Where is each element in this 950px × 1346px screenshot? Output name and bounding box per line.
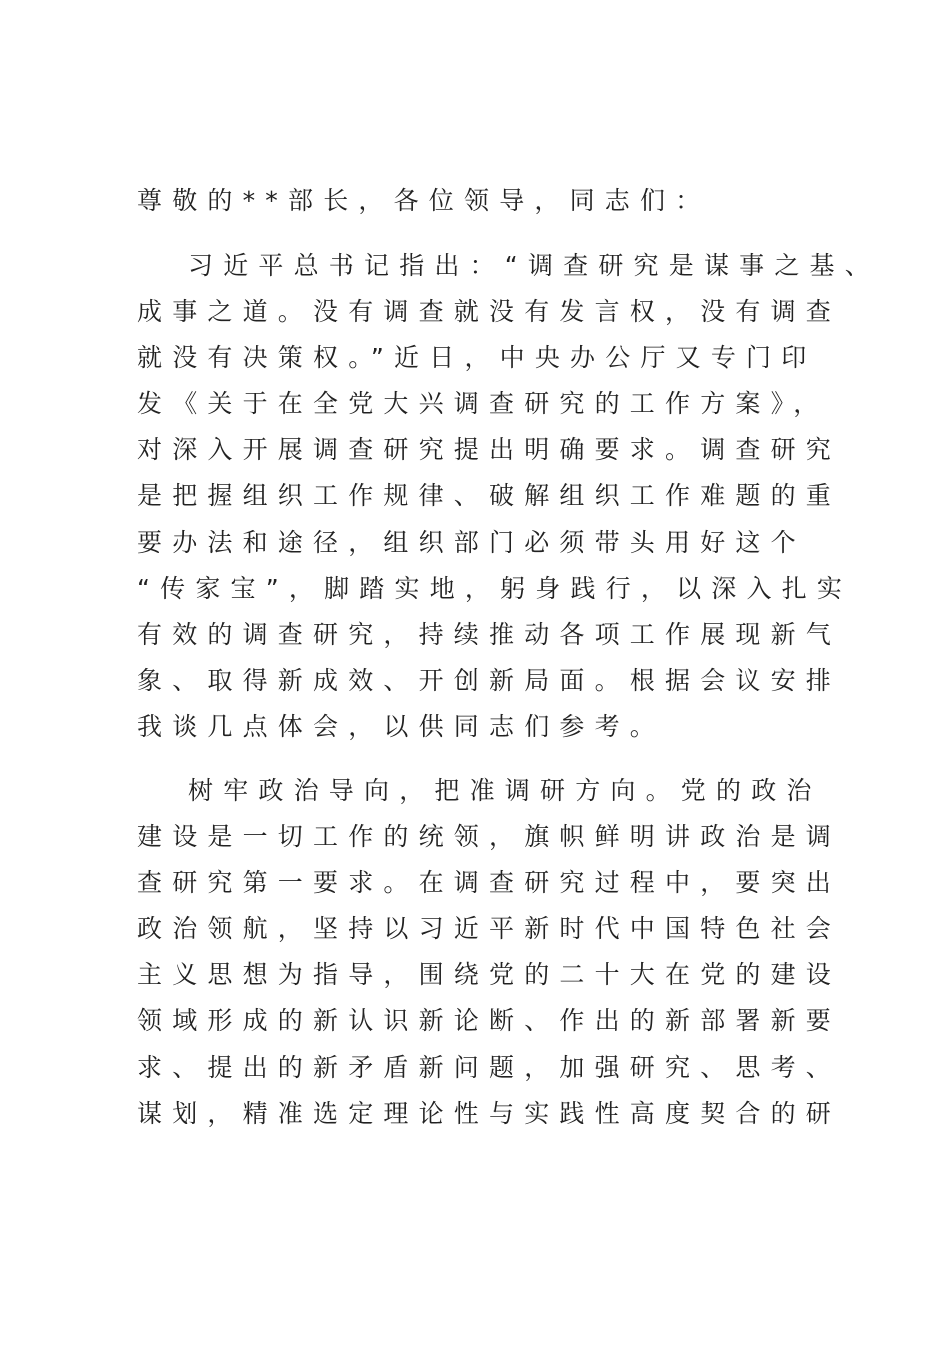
paragraph-1-line-9: 有效的调查研究，持续推动各项工作展现新气 (137, 620, 842, 649)
paragraph-1-line-7: 要办法和途径，组织部门必须带头用好这个 (137, 528, 806, 557)
paragraph-1-line-4: 发《关于在全党大兴调查研究的工作方案》， (137, 389, 829, 418)
paragraph-2-line-8: 谋划，精准选定理论性与实践性高度契合的研 (137, 1099, 842, 1128)
paragraph-1-line-1: 习近平总书记指出：“调查研究是谋事之基、 (188, 251, 880, 280)
paragraph-2-line-1: 树牢政治导向，把准调研方向。党的政治 (188, 776, 822, 805)
paragraph-1-line-6: 是把握组织工作规律、破解组织工作难题的重 (137, 481, 842, 510)
paragraph-2-line-2: 建设是一切工作的统领，旗帜鲜明讲政治是调 (137, 822, 842, 851)
salutation: 尊敬的**部长，各位领导，同志们： (137, 186, 711, 215)
paragraph-2-line-6: 领域形成的新认识新论断、作出的新部署新要 (137, 1006, 842, 1035)
paragraph-2-line-5: 主义思想为指导，围绕党的二十大在党的建设 (137, 960, 842, 989)
paragraph-2-line-7: 求、提出的新矛盾新问题，加强研究、思考、 (137, 1053, 842, 1082)
paragraph-1-line-2: 成事之道。没有调查就没有发言权，没有调查 (137, 297, 842, 326)
paragraph-2-line-3: 查研究第一要求。在调查研究过程中，要突出 (137, 868, 842, 897)
paragraph-1-line-10: 象、取得新成效、开创新局面。根据会议安排 (137, 666, 842, 695)
paragraph-1-line-3: 就没有决策权。”近日，中央办公厅又专门印 (137, 343, 817, 372)
paragraph-1-line-11: 我谈几点体会，以供同志们参考。 (137, 712, 666, 741)
paragraph-1-line-5: 对深入开展调查研究提出明确要求。调查研究 (137, 435, 842, 464)
paragraph-2-line-4: 政治领航，坚持以习近平新时代中国特色社会 (137, 914, 842, 943)
paragraph-1-line-8: “传家宝”，脚踏实地，躬身践行，以深入扎实 (137, 574, 853, 603)
